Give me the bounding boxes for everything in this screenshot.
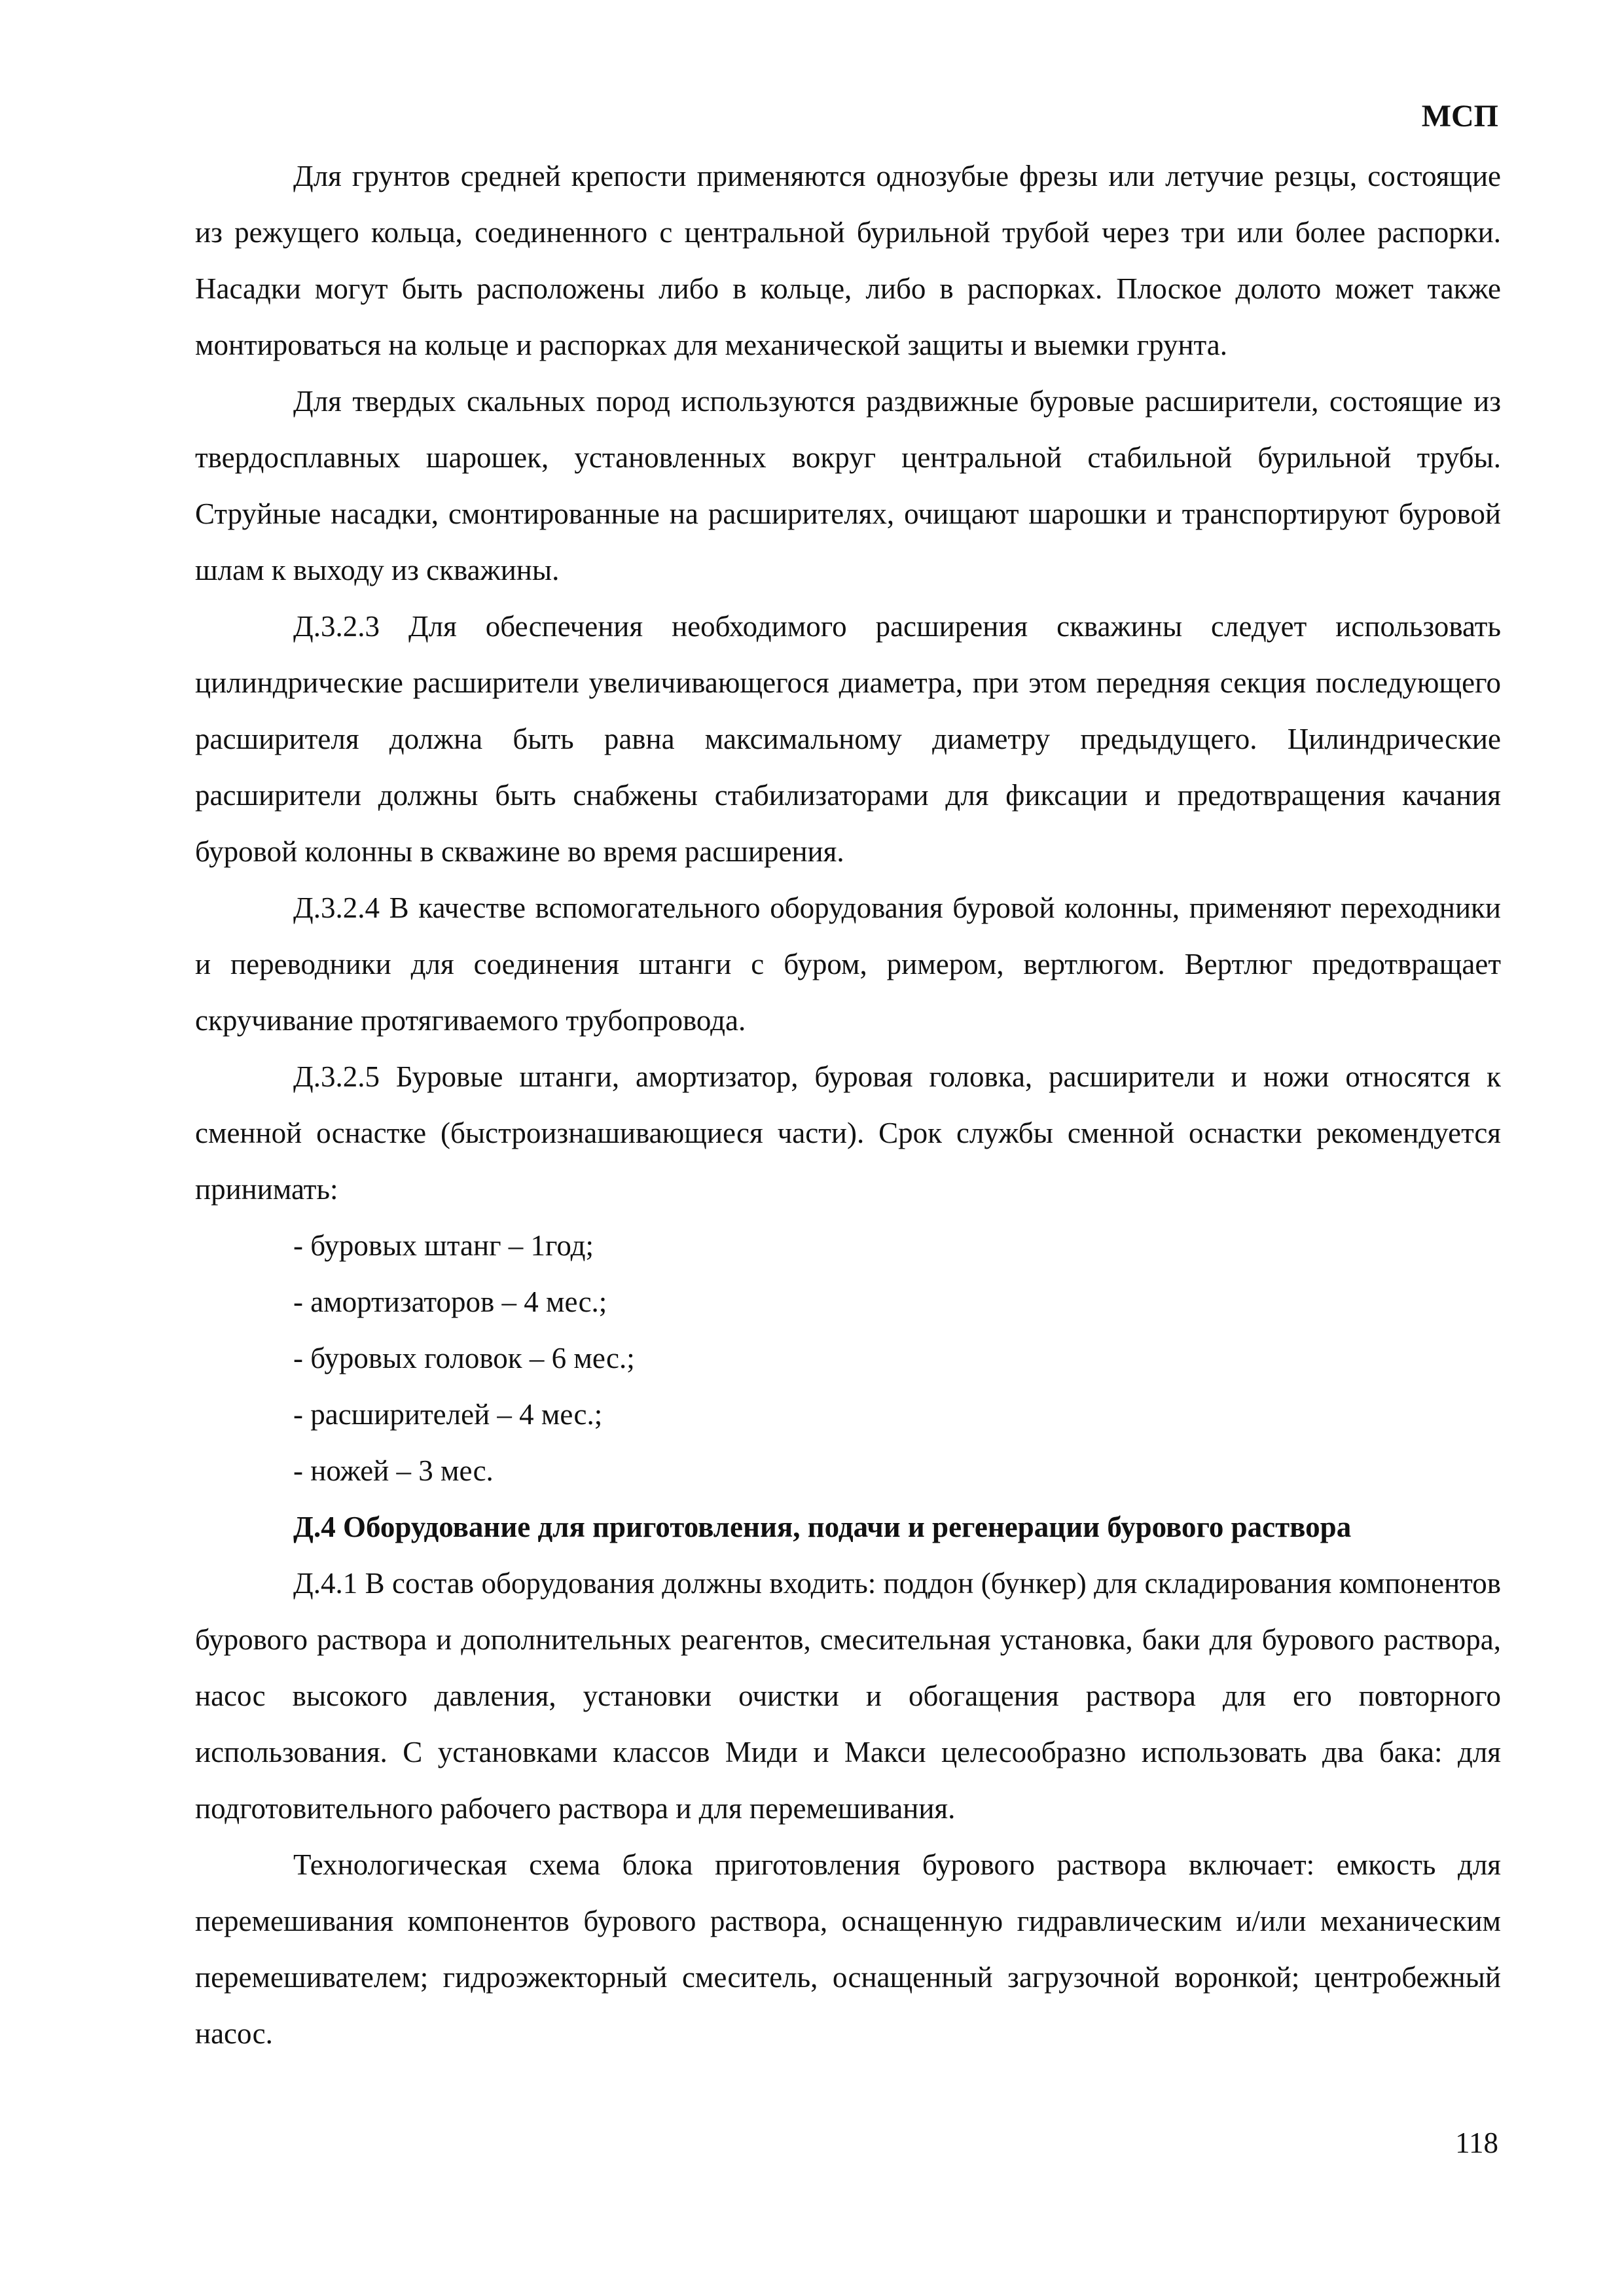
paragraph-d4-1: Д.4.1 В состав оборудования должны входить: поддон (бункер) для складирования компонентов бурового раствора и дополнительных реагентов, смесительная установка, баки для бурового раствора, насос высокого давления, установки очистки и обогащения раствора для его повторного использования. С установками классов Миди и Макси целесообразно использовать два бака: для подготовительного рабочего раствора и для перемешивания. [195,1567,1501,1825]
paragraph-tech-scheme: Технологическая схема блока приготовления бурового раствора включает: емкость для перемешивания компонентов бурового раствора, оснащенную гидравлическим и/или механическим перемешивателем; гидроэжекторный смеситель, оснащенный загрузочной воронкой; центробежный насос. [195,1848,1501,2050]
paragraph-d3-2-4: Д.3.2.4 В качестве вспомогательного оборудования буровой колонны, применяют переходники и переводники для соединения штанги с буром, римером, вертлюгом. Вертлюг предотвращает скручивание протягиваемого трубопровода. [195,891,1501,1037]
page-number: 118 [1455,2126,1498,2159]
list-item: - буровых головок – 6 мес.; [293,1342,635,1374]
paragraph-soft-ground-tools: Для грунтов средней крепости применяются однозубые фрезы или летучие резцы, состоящие из режущего кольца, соединенного с центральной бурильной трубой через три или более распорки. Насадки могут быть расположены либо в кольце, либо в распорках. Плоское долото может также монтироваться на кольце и распорках для механической защиты и выемки грунта. [195,160,1501,361]
paragraph-d3-2-3: Д.3.2.3 Для обеспечения необходимого расширения скважины следует использовать цилиндрические расширители увеличивающегося диаметра, при этом передняя секция последующего расширителя должна быть равна максимальному диаметру предыдущего. Цилиндрические расширители должны быть снабжены стабилизаторами для фиксации и предотвращения качания буровой колонны в скважине во время расширения. [195,610,1501,868]
list-item: - амортизаторов – 4 мес.; [293,1285,607,1318]
list-item: - буровых штанг – 1год; [293,1229,594,1262]
paragraph-d3-2-5: Д.3.2.5 Буровые штанги, амортизатор, буровая головка, расширители и ножи относятся к сменной оснастке (быстроизнашивающиеся части). Срок службы сменной оснастки рекомендуется принимать: [195,1060,1501,1206]
document-body [195,148,1501,2062]
list-item: - ножей – 3 мес. [293,1454,494,1487]
service-life-list [195,1217,1501,1499]
document-header-label: МСП [1421,99,1498,134]
section-heading-d4: Д.4 Оборудование для приготовления, подачи и регенерации бурового раствора [293,1511,1352,1543]
paragraph-hard-rock-reamers: Для твердых скальных пород используются раздвижные буровые расширители, состоящие из твердосплавных шарошек, установленных вокруг центральной стабильной бурильной трубы. Струйные насадки, смонтированные на расширителях, очищают шарошки и транспортируют буровой шлам к выходу из скважины. [195,385,1501,586]
list-item: - расширителей – 4 мес.; [293,1398,603,1431]
